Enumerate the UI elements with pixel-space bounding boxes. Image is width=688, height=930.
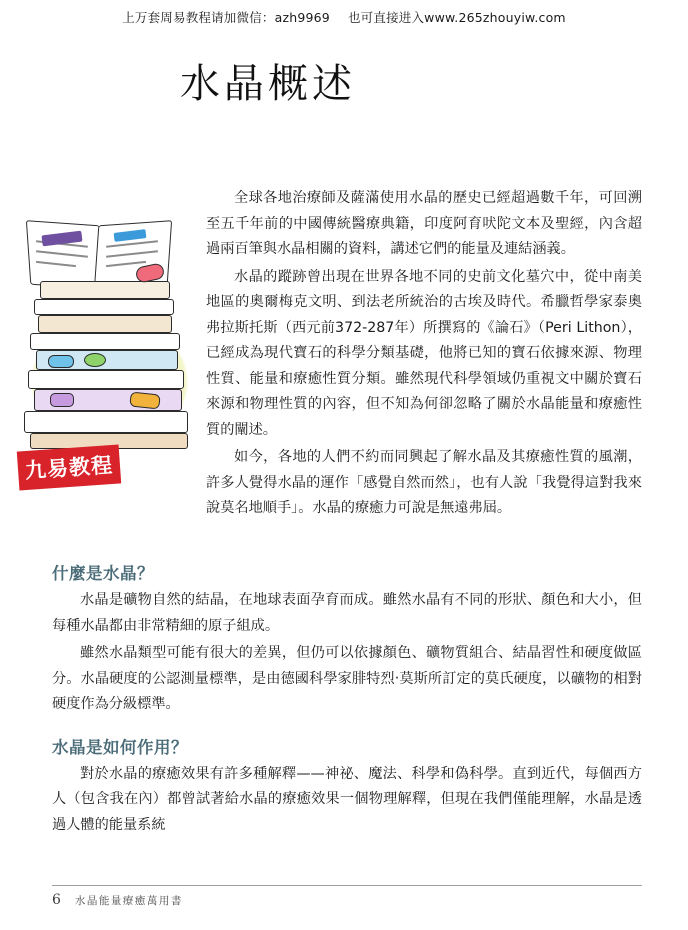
section-heading-what-is-crystal: 什麼是水晶？ bbox=[52, 564, 154, 583]
book-layer bbox=[40, 281, 170, 299]
crystal-shape bbox=[50, 393, 74, 407]
book-layer bbox=[24, 411, 188, 433]
book-layer bbox=[28, 370, 184, 389]
body-text-column bbox=[52, 560, 642, 840]
crystal-shape bbox=[129, 391, 160, 409]
paragraph: 雖然水晶類型可能有很大的差異，但仍可以依據顏色、礦物質組合、結晶習性和硬度做區分。水晶硬度的公認測量標準，是由德國科學家腓特烈‧莫斯所訂定的莫氏硬度，以礦物的相對硬度作為分級標準。 bbox=[52, 645, 642, 712]
book-layer bbox=[38, 315, 172, 333]
crystal-shape bbox=[84, 353, 106, 367]
paragraph: 如今，各地的人們不約而同興起了解水晶及其療癒性質的風潮，許多人覺得水晶的運作「感覺自然而然」，也有人說「我覺得這對我來說莫名地順手」。水晶的療癒力可說是無遠弗屆。 bbox=[206, 449, 642, 516]
book-page-left bbox=[26, 220, 104, 290]
book-layer bbox=[30, 333, 180, 350]
intro-text-column bbox=[206, 186, 642, 524]
footer-book-title: 水晶能量療癒萬用書 bbox=[74, 895, 183, 907]
page-number: 6 bbox=[52, 892, 61, 908]
crystal-shape bbox=[48, 355, 74, 368]
page-footer bbox=[52, 885, 642, 908]
book-stack bbox=[24, 281, 194, 451]
watermark-banner bbox=[0, 8, 688, 26]
watermark-right-text: 也可直接进入www.265zhouyiw.com bbox=[347, 10, 566, 25]
watermark-logo: 九易教程 bbox=[17, 444, 121, 490]
paragraph: 水晶是礦物自然的結晶，在地球表面孕育而成。雖然水晶有不同的形狀、顏色和大小，但每種水晶都由非常精細的原子組成。 bbox=[52, 592, 642, 634]
paragraph: 對於水晶的療癒效果有許多種解釋——神祕、魔法、科學和偽科學。直到近代，每個西方人（包含我在內）都曾試著給水晶的療癒效果一個物理解釋，但現在我們僅能理解，水晶是透過人體的能量系統 bbox=[52, 765, 642, 833]
paragraph: 全球各地治療師及薩滿使用水晶的歷史已經超過數千年，可回溯至五千年前的中國傳統醫療典籍，印度阿育吠陀文本及聖經，內含超過兩百筆與水晶相關的資料，講述它們的能量及連結涵義。 bbox=[206, 190, 642, 257]
book-layer bbox=[34, 299, 174, 315]
watermark-left-text: 上万套周易教程请加微信：azh9969 bbox=[122, 10, 330, 25]
book-stack-illustration bbox=[18, 205, 203, 495]
page-title: 水晶概述 bbox=[180, 61, 356, 107]
section-heading-how-crystal-works: 水晶是如何作用？ bbox=[52, 737, 188, 757]
paragraph: 水晶的蹤跡曾出現在世界各地不同的史前文化墓穴中，從中南美地區的奧爾梅克文明、到法老所統治的古埃及時代。希臘哲學家泰奧弗拉斯托斯（西元前372-287年）所撰寫的《論石》（Peri Lithon），已經成為現代寶石的科學分類基礎，他將已知的寶石依據來源、物理性質、能量和療癒性質分類。雖然現代科學領域仍重視文中關於寶石來源和物理性質的內容，但不知為何卻忽略了關於水晶能量和療癒性質的闡述。 bbox=[206, 268, 642, 438]
